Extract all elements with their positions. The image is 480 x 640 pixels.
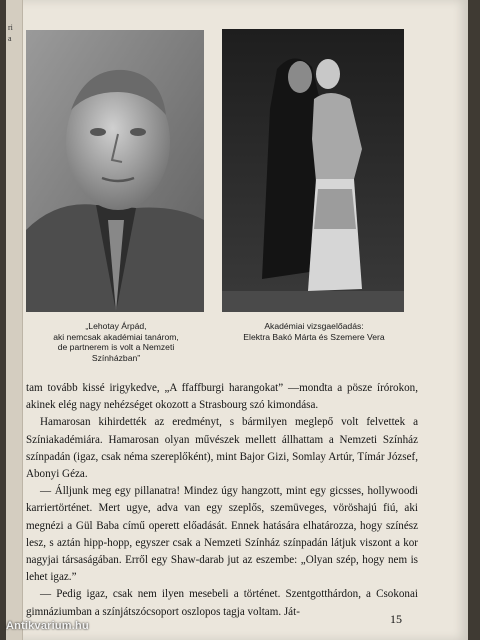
portrait-photo xyxy=(26,30,204,312)
stage-caption xyxy=(218,321,410,342)
previous-page-edge xyxy=(6,0,23,640)
body-text xyxy=(26,380,418,621)
caption-line: Elektra Bakó Márta és Szemere Vera xyxy=(243,331,385,342)
paragraph: Hamarosan kihirdették az eredményt, s bármilyen meglepő volt felvettek a Színiakadémiára. Hamarosan olyan művészek mellett állhattam a Nemzeti Színház színpadán (igaz, csak néma szereplőként), mint Bajor Gizi, Somlay Artúr, Tímár József, Abonyi Géza. xyxy=(26,416,418,481)
paragraph: tam tovább kissé irigykedve, „A ffaffburgi harangokat” —mondta a pösze írórokon, akinek elég nagy nehézséget okozott a Strasbourg szó kimondása. xyxy=(26,382,418,412)
caption-line: aki nemcsak akadémiai tanárom, xyxy=(53,331,179,342)
page-number: 15 xyxy=(390,612,402,626)
watermark: Antikvarium.hu xyxy=(6,620,89,632)
caption-line: Akadémiai vizsgaelőadás: xyxy=(264,321,364,331)
book-page xyxy=(6,0,468,640)
margin-fragment: a xyxy=(8,34,12,43)
margin-fragment: ri xyxy=(8,23,13,32)
stage-photo xyxy=(222,29,404,312)
caption-line: Színházban” xyxy=(91,352,141,363)
portrait-caption xyxy=(30,321,202,363)
paragraph: — Álljunk meg egy pillanatra! Mindez úgy hangzott, mint egy gicsses, hollywoodi karriertörténet. Mert ugye, adva van egy szeplős, szemüveges, vöröshajú fiú, aki megnézi a Gül Baba című operett előadását. Ennek hatására elhatározza, hogy színész lesz, s aztán hipp-hopp, egyszer csak a Nemzeti Színház színpadán látjuk viszont a kor nagyjai társaságában. Erről egy Shaw-darab jut az eszembe: „Olyan szép, hogy nem is lehet igaz.” xyxy=(26,485,418,584)
caption-line: „Lehotay Árpád, xyxy=(85,321,147,331)
paragraph: — Pedig igaz, csak nem ilyen mesebeli a történet. Szentgotthárdon, a Csokonai gimnáziumban a színjátszócsoport oszlopos tagja voltam. Ját- xyxy=(26,588,418,618)
caption-line: de partnerem is volt a Nemzeti xyxy=(57,342,175,352)
